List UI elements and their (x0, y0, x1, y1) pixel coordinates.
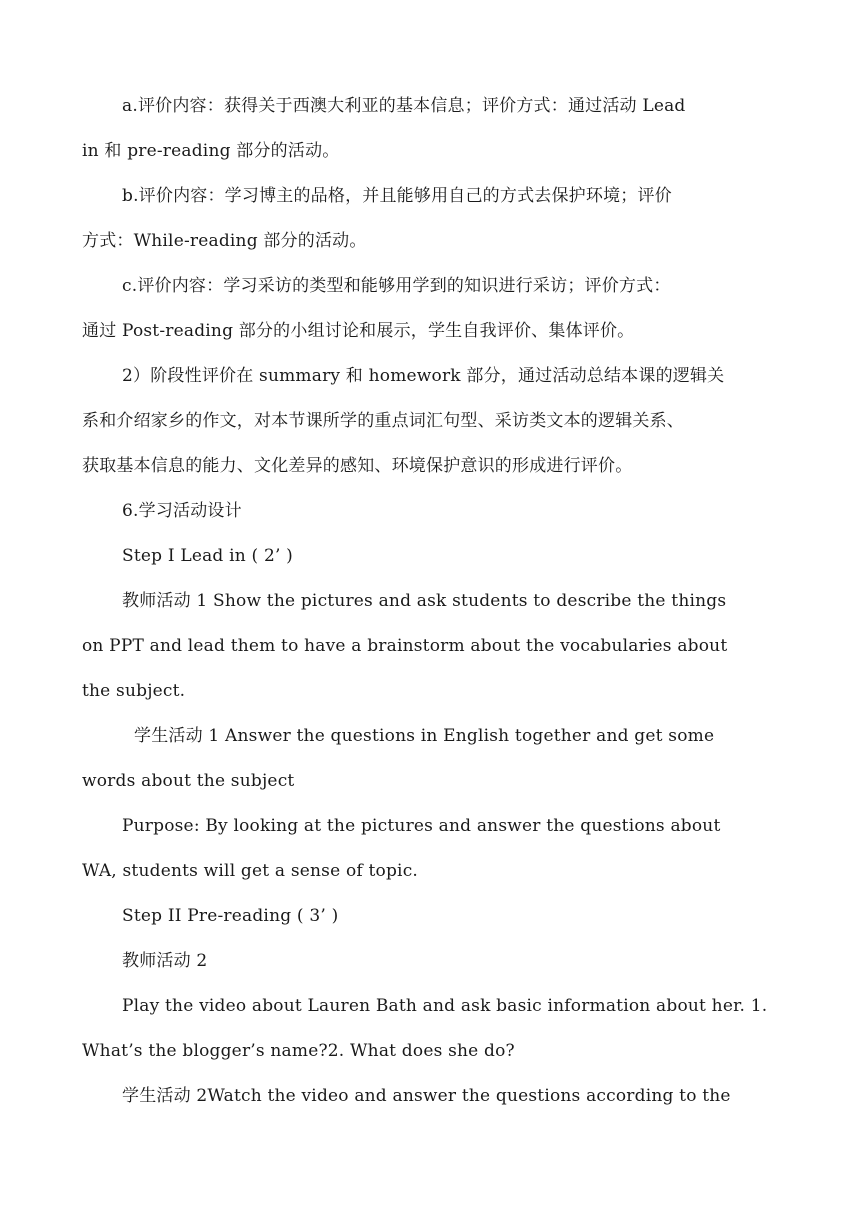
document-page (82, 89, 782, 1124)
step-heading: Step I Lead in ( 2’ ) (122, 546, 293, 566)
paragraph-line: 教师活动 1 Show the pictures and ask students to describe the things (122, 591, 727, 611)
paragraph-line: in 和 pre-reading 部分的活动。 (82, 141, 340, 161)
paragraph-line: What’s the blogger’s name?2. What does she do? (82, 1041, 515, 1061)
paragraph-line: Purpose: By looking at the pictures and answer the questions about (122, 816, 721, 836)
section-heading: 6.学习活动设计 (122, 501, 242, 521)
paragraph-line: 学生活动 1 Answer the questions in English together and get some (134, 726, 715, 746)
paragraph-line: on PPT and lead them to have a brainstorm about the vocabularies about (82, 636, 728, 656)
paragraph-line: Play the video about Lauren Bath and ask basic information about her. 1. (122, 996, 768, 1016)
paragraph-line: a.评价内容：获得关于西澳大利亚的基本信息；评价方式：通过活动 Lead (122, 96, 686, 116)
paragraph-line: the subject. (82, 681, 186, 701)
paragraph-line: WA, students will get a sense of topic. (82, 861, 419, 881)
paragraph-line: 教师活动 2 (122, 951, 208, 971)
paragraph-line: words about the subject (82, 771, 295, 791)
step-heading: Step II Pre-reading ( 3’ ) (122, 906, 339, 926)
paragraph-line: 系和介绍家乡的作文，对本节课所学的重点词汇句型、采访类文本的逻辑关系、 (82, 411, 684, 431)
paragraph-line: 学生活动 2Watch the video and answer the questions according to the (122, 1086, 731, 1106)
paragraph-line: 通过 Post-reading 部分的小组讨论和展示，学生自我评价、集体评价。 (82, 321, 635, 341)
paragraph-line: 方式：While-reading 部分的活动。 (82, 231, 367, 251)
paragraph-line: 2）阶段性评价在 summary 和 homework 部分，通过活动总结本课的逻辑关 (122, 366, 725, 386)
paragraph-line: b.评价内容：学习博主的品格，并且能够用自己的方式去保护环境；评价 (122, 186, 672, 206)
paragraph-line: c.评价内容：学习采访的类型和能够用学到的知识进行采访；评价方式： (122, 276, 671, 296)
paragraph-line: 获取基本信息的能力、文化差异的感知、环境保护意识的形成进行评价。 (82, 456, 633, 476)
